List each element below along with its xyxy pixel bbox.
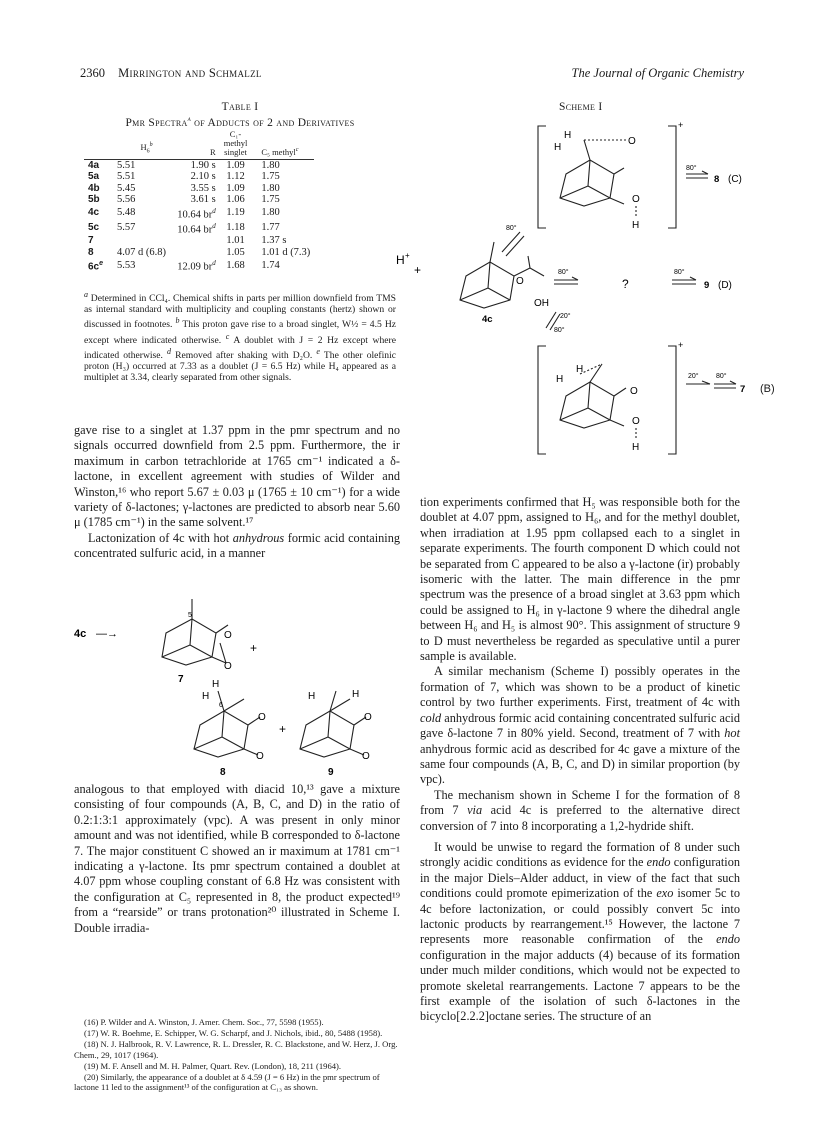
compound-4c-label: 4c [482,314,493,325]
proton-charge: + [405,251,410,260]
plus-sign-scheme: + [414,263,422,277]
cell-h6: 5.48 [117,207,136,219]
cell-r: 10.64 $br^d$ [177,221,216,236]
footnote-d: $^d$ Removed after shaking with D₂O. [167,346,313,361]
journal-title: The Journal of Organic Chemistry [571,66,744,80]
h-atom-b3: H [632,442,640,453]
pmr-table [84,130,314,273]
label-d: (D) [718,280,732,291]
table-caption: Pmr Spectra$^a$ of Adducts of 2 and Derivatives [125,115,355,129]
o-atom-b2: O [632,416,640,427]
cell-c1-methyl: 1.05 [226,246,245,258]
cell-c1-methyl: 1.18 [226,222,245,234]
equilibrium-arrow-middle [554,277,578,284]
footnote-a: $^a$ Determined in CCl₄. Chemical shifts in parts per million downfield from TMS as internal standard with multiplicity and coupling constants (hertz) shown or discussed in footnotes. [84,290,396,331]
atom-o-7: O [224,630,232,641]
row-id: 5c [88,222,100,234]
cell-c1-methyl: 1.09 [226,182,245,194]
table-row [84,171,314,182]
h-atom-c2: H [554,142,562,153]
compound-number-7: 7 [178,674,184,685]
bracket-b-left [538,346,546,454]
unknown-intermediate: ? [622,277,629,291]
atom-h-8b: H [202,691,210,702]
atom-h-9a: H [308,691,316,702]
cell-c5-methyl: 1.80 [261,207,280,219]
table-row [84,221,314,236]
temp-up: 80° [506,225,517,232]
arrow-b-forward [686,381,710,384]
cell-r [170,247,220,258]
cell-c1-methyl: 1.19 [226,207,245,219]
table-row [84,160,314,172]
right-text [420,495,740,1025]
bracket-c-right [668,126,676,228]
cell-c5-methyl: 1.74 [261,260,280,271]
temp-middle: 80° [558,269,569,276]
temp-c: 80° [686,165,697,172]
scheme-diagram [396,116,746,466]
left-text-top [74,423,400,562]
running-authors: Mirrington and Schmalzl [118,66,262,80]
atom-o-8: O [258,712,266,723]
atom-h-8a: H [212,679,220,690]
reference-19: (19) M. F. Ansell and M. H. Palmer, Quart. Rev. (London), 18, 211 (1964). [84,1060,342,1071]
atom-h-9b: H [352,689,360,700]
table-row [84,206,314,221]
position-5: 5 [188,612,192,619]
product-8: 8 [714,174,720,185]
atom-o-carbonyl-9: O [362,751,370,762]
table-row [84,183,314,194]
cell-c1-methyl: 1.01 [226,235,245,247]
cell-c1-methyl: 1.06 [226,194,245,206]
cell-c5-methyl: 1.75 [261,171,280,183]
cell-h6: 5.45 [117,182,136,194]
h-atom-b1: H [576,364,584,375]
bracket-b-right [668,346,676,454]
structure-7 [162,599,228,665]
oh-group-4c: OH [534,298,549,309]
label-c: (C) [728,174,742,185]
page-number: 2360 [80,66,105,80]
temp-down-80: 80° [554,327,565,334]
cell-r: 2.10 s [190,171,216,183]
references [74,1017,400,1093]
product-7: 7 [740,384,746,395]
cell-h6: 5.57 [117,222,136,234]
reference-16: (16) P. Wilder and A. Winston, J. Amer. Chem. Soc., 77, 5598 (1955). [84,1017,324,1027]
equilibrium-arrow-d [672,277,696,284]
cell-h6: 5.51 [107,160,170,172]
cell-c5-methyl: 1.80 [261,182,280,194]
row-id: $6c^e$ [88,260,104,273]
cell-c5-methyl: 1.37 s [261,235,287,247]
table-footnotes [84,289,396,383]
paragraph-mixture: analogous to that employed with diacid 10,¹³ gave a mixture consisting of four compounds (A, B, C, and D) in the ratio of 0.2:1:3:1 approximately (vpc). A was present in only minor amount and was not identified, while B corresponded to δ-lactone 7. The major constituent C showed an ir maximum at 1781 cm⁻¹ indicating a γ-lactone. Its pmr spectrum contained a doublet at 4.07 ppm whose coupling constant of 6.8 Hz was consistent with the configuration at C₅ represented in 8, the product expected¹⁹ from a “rearside” or trans protonation²⁰ illustrated in Scheme I. Double irradia- [74,782,400,935]
reference-20: (20) Similarly, the appearance of a doublet at δ 4.59 (J = 6 Hz) in the pmr spectrum of lactone 11 led to the assignment¹³ of the configuration at C₁₃ as shown. [74,1072,380,1093]
header-c1-methyl: C₁- methyl singlet [223,129,248,157]
charge-b: + [678,340,684,350]
compound-number-9: 9 [328,767,334,775]
equilibrium-arrow-b [714,381,736,388]
cell-r: 12.09 $br^d$ [177,259,216,273]
cell-r: 3.55 s [190,182,216,194]
paragraph-endo-configuration: It would be unwise to regard the formation of 8 under such strongly acidic conditions as evidence for the endo configuration in the major Diels–Alder adduct, in view of the fact that such conditions could promote epimerization of the exo isomer 5c to 4c before lactonization, or could possibly convert 5c into lactonic products by rearrangement.¹⁵ However, the lactone 7 represents more reasonable confirmation of the endo configuration in the major adducts (4) because of its formation under much milder conditions, which would not be expected to promote skeletal rearrangements. Lactone 7 appears to be the first example of the isolation of such δ-lactones in the bicyclo[2.2.2]octane series. The structure of an [420,839,740,1024]
row-id: 7 [88,235,94,247]
scheme-title: Scheme I [559,101,603,113]
temp-down-20: 20° [560,313,571,320]
row-id: 4b [88,182,100,194]
label-b: (B) [760,383,775,395]
temp-b-80: 80° [716,373,727,380]
h-atom-b2: H [556,374,564,385]
cell-c5-methyl: 1.80 [251,160,314,172]
atom-o-9: O [364,712,372,723]
row-id: 5a [88,171,100,183]
row-id: 5b [88,194,100,206]
cell-r: 3.61 s [190,194,216,206]
equilibrium-arrow-c [686,171,708,178]
paragraph-mechanism: A similar mechanism (Scheme I) possibly operates in the formation of 7, which was shown to be a product of kinetic control by two further experiments. First, treatment of 4c with cold anhydrous formic acid containing concentrated sulfuric acid gave δ-lactone 7 in 80% yield. Second, treatment of 7 with hot anhydrous formic acid as described for 4c gave a mixture of the same four compounds (A, B, C, and D) in similar proportion (by vpc). [420,664,740,787]
temp-b-20: 20° [688,373,699,380]
o-atom-c2: O [632,194,640,205]
paragraph-lactonization: Lactonization of 4c with hot anhydrous formic acid containing concentrated sulfuric acid, in a manner [74,530,400,561]
table-row [84,258,314,273]
paragraph-scheme-preference: The mechanism shown in Scheme I for the formation of 8 from 7 via acid 4c is preferred to the alternative direct conversion of 7 into 8 incorporating a 1,2-hydride shift. [420,787,740,833]
cell-c5-methyl: 1.75 [261,194,280,206]
row-id: 4a [84,160,107,172]
product-9: 9 [704,280,710,291]
position-6-8: 6 [219,702,223,709]
equilibrium-arrow-up [502,232,524,256]
intermediate-b [560,364,636,440]
temp-d: 80° [674,269,685,276]
header-h6: $H_6^b$ [140,142,153,155]
header-r: R [210,147,216,157]
row-id: 4c [88,207,100,219]
footnote-c: $^c$ A doublet with J = 2 Hz except where indicated otherwise. [84,331,396,361]
o-atom-c1: O [628,136,636,147]
cell-c1-methyl: 1.68 [226,260,245,271]
header-c5-methyl: C₅ methyl$^c$ [261,147,299,157]
h-atom-c1: H [564,130,572,141]
intermediate-c [560,140,636,218]
o-atom-4c: O [516,276,524,287]
cell-r: 1.90 s [170,160,220,172]
table-label: Table I [221,101,259,113]
cell-c1-methyl: 1.09 [220,160,252,172]
paragraph-lactone-ir: gave rise to a singlet at 1.37 ppm in the pmr spectrum and no signals occurred downfield from 2.5 ppm. Furthermore, the ir maximum in carbon tetrachloride at 1765 cm⁻¹ indicated a δ-lactone, in excellent agreement with studies of Wilder and Winston,¹⁶ who report 5.67 ± 0.03 μ (1765 ± 10 cm⁻¹) for a wide variety of δ-lactones; γ-lactones are predicted to absorb near 5.60 μ (1785 cm⁻¹) in the same solvent.¹⁷ [74,423,400,530]
atom-o-carbonyl-7: O [224,661,232,672]
plus-sign-2: + [279,722,287,736]
o-atom-b1: O [630,386,638,397]
cell-r [170,235,220,246]
left-text-bottom [74,782,400,936]
cell-c1-methyl: 1.12 [226,171,245,183]
cell-h6: 5.56 [117,194,136,206]
table-row [84,194,314,205]
charge-c: + [678,120,684,130]
h-atom-c3: H [632,220,640,231]
proton-h: H [396,253,405,267]
reactant-label: 4c [74,628,87,640]
footnote-b: $^b$ This proton gave rise to a broad singlet, W½ = 4.5 Hz except where indicated otherwise. [84,316,397,346]
compound-number-8: 8 [220,767,226,775]
footnote-e: $^e$ The other olefinic proton (H₃) occurred at 7.33 as a doublet (J = 6.5 Hz) while H₄ appeared as a multiplet at 3.34, clearly separated from other signals. [84,346,397,383]
table-row [84,235,314,246]
cell-h6: 4.07 d (6.8) [117,246,167,258]
table-row [84,247,314,258]
cell-h6: 5.51 [117,171,136,183]
plus-sign-1: + [250,641,258,655]
cell-h6: 5.53 [117,260,136,271]
cell-r: 10.64 $br^d$ [177,206,216,221]
reaction-arrow: —→ [96,628,118,640]
bracket-c-left [538,126,546,228]
cell-h6 [107,235,170,246]
cell-c5-methyl: 1.77 [261,222,280,234]
row-id: 8 [88,246,94,258]
reference-18: (18) N. J. Halbrook, R. V. Lawrence, R. L. Dressler, R. C. Blackstone, and W. Herz, J. Org. Chem., 29, 1017 (1964). [74,1039,398,1060]
lactone-structures [74,585,404,775]
paragraph-double-irradiation: tion experiments confirmed that H₅ was responsible both for the doublet at 4.07 ppm, assigned to H₆, and for the methyl doublet, when irradiation at 1.95 ppm collapsed each to a singlet in separate experiments. The fourth component D which could not be separated from C appeared to be also a γ-lactone (ir) probably isomeric with the latter. The main difference in the pmr spectrum was the presence of a broad singlet at 3.63 ppm which could be assigned to H₆ in γ-lactone 9 where the dihedral angle between H₆ and H₅ is almost 90°. This assignment of structure 9 to D must nevertheless be regarded as speculative until a purer sample is available. [420,495,740,664]
running-header-left [80,66,262,81]
cell-c5-methyl: 1.01 d (7.3) [261,246,311,258]
reference-17: (17) W. R. Boehme, E. Schipper, W. G. Scharpf, and J. Nichols, ibid., 80, 5488 (1958). [84,1028,383,1039]
atom-o-carbonyl-8: O [256,751,264,762]
